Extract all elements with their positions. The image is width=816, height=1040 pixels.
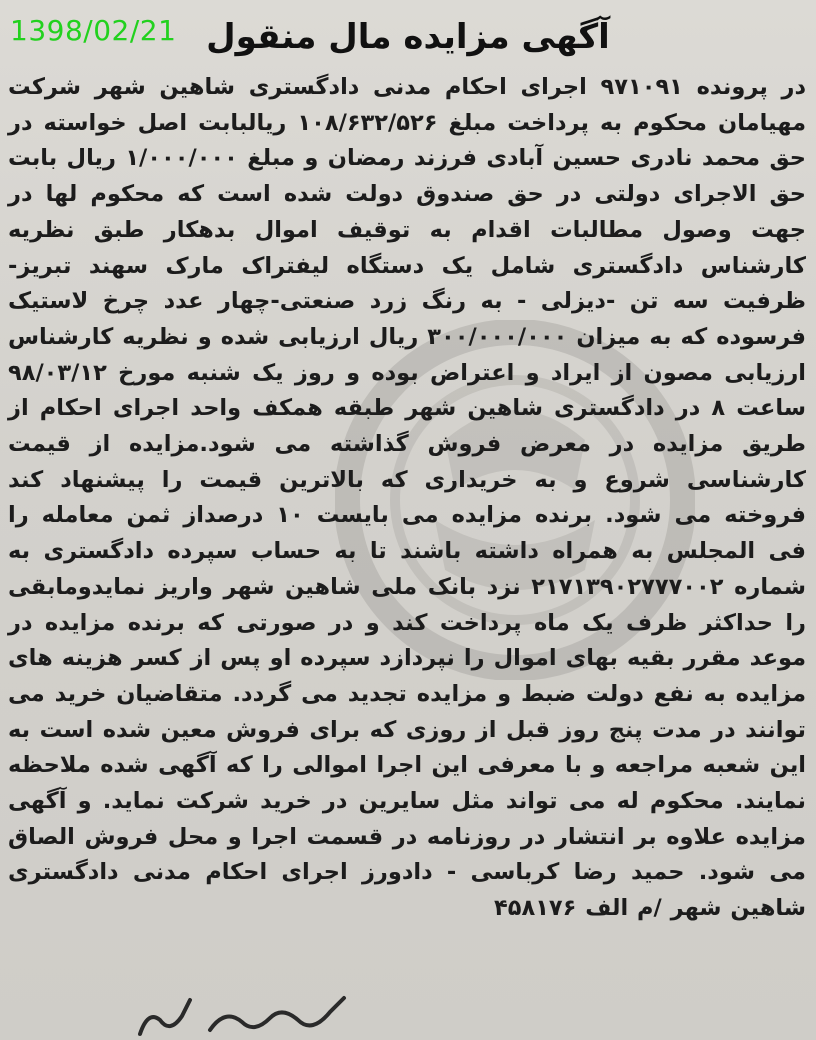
notice-title: آگهی مزایده مال منقول	[206, 17, 610, 57]
handwritten-signature-icon	[130, 990, 360, 1040]
date-stamp: 1398/02/21	[10, 14, 177, 47]
notice-body: در پرونده ۹۷۱۰۹۱ اجرای احکام مدنی دادگستری شاهین شهر شرکت مهیامان محکوم به پرداخت مبلغ ۱۰۸/۶۳۲/۵۲۶ ریالبابت اصل خواسته در حق محمد نادری حسین آبادی فرزند رمضان و مبلغ ۱/۰۰۰/۰۰۰ ریال بابت حق الاجرای دولتی در حق صندوق دولت شده است که محکوم لها در جهت وصول مطالبات اقدام به توقیف اموال بدهکار طبق نظریه کارشناس دادگستری شامل یک دستگاه لیفتراک مارک سهند تبریز-ظرفیت سه تن -دیزلی - به رنگ زرد صنعتی-چهار عدد چرخ لاستیک فرسوده که به میزان ۳۰۰/۰۰۰/۰۰۰ ریال ارزیابی شده و نظریه کارشناس ارزیابی مصون از ایراد و اعتراض بوده و روز یک شنبه مورخ ۹۸/۰۳/۱۲ ساعت ۸ در دادگستری شاهین شهر طبقه همکف واحد اجرای احکام از طریق مزایده در معرض فروش گذاشته می شود.مزایده از قیمت کارشناسی شروع و به خریداری که بالاترین قیمت را پیشنهاد کند فروخته می شود. برنده مزایده می بایست ۱۰ درصداز ثمن معامله را فی المجلس به همراه داشته باشند تا به حساب سپرده دادگستری به شماره ۲۱۷۱۳۹۰۲۷۷۷۰۰۲ نزد بانک ملی شاهین شهر واریز نمایدومابقی را حداکثر ظرف یک ماه پرداخت کند و در صورتی که برنده مزایده در موعد مقرر بقیه بهای اموال را نپردازد سپرده او پس از کسر هزینه های مزایده به نفع دولت ضبط و مزایده تجدید می گردد. متقاضیان خرید می توانند در مدت پنج روز قبل از روزی که برای فروش معین شده است به این شعبه مراجعه و با معرفی این اجرا اموالی را که آگهی شده ملاحظه نمایند. محکوم له می تواند مثل سایرین در خرید شرکت نماید. و آگهی مزایده علاوه بر انتشار در روزنامه در قسمت اجرا و محل فروش الصاق می شود. حمید رضا کرباسی - دادورز اجرای احکام مدنی دادگستری شاهین شهر /م الف ۴۵۸۱۷۶	[8, 74, 806, 922]
